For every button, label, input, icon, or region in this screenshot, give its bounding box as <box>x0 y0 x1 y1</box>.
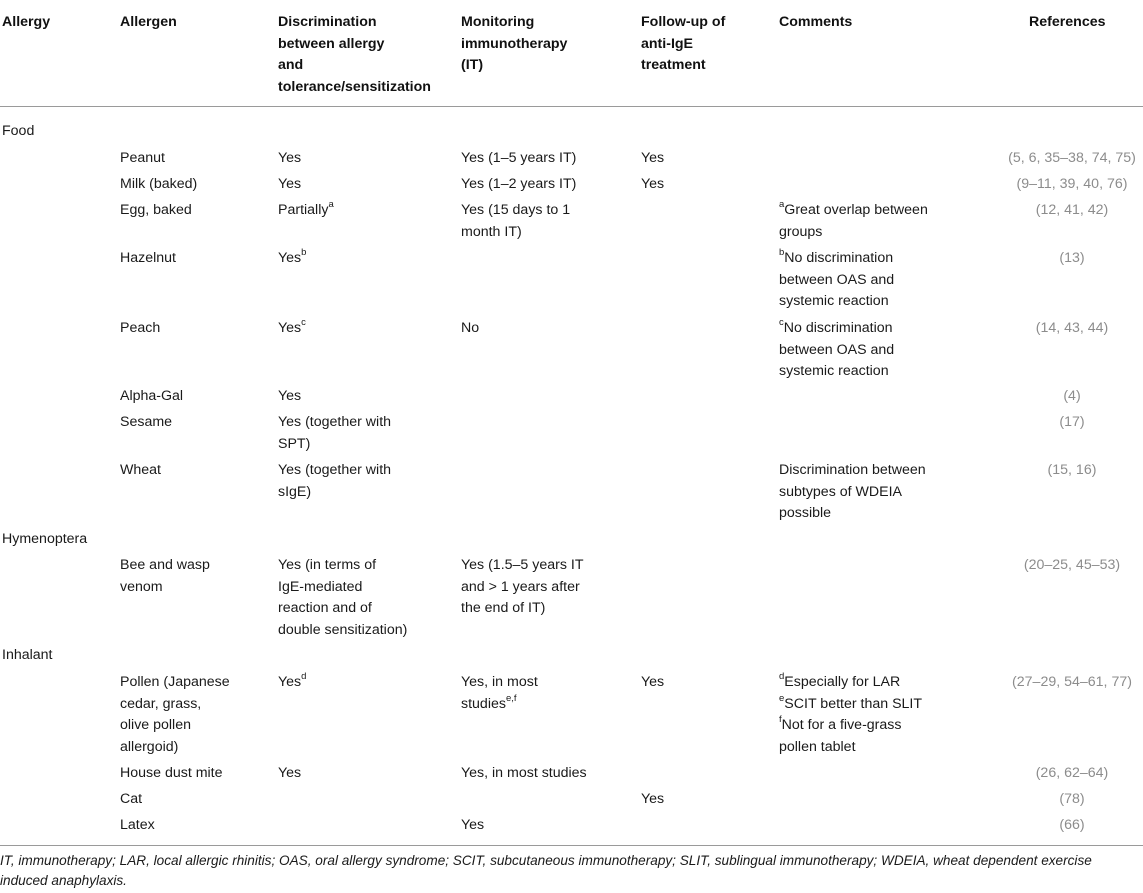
comment-cell <box>779 460 926 482</box>
discrimination-text: sIgE) <box>278 483 312 500</box>
discrimination-cell <box>278 555 376 577</box>
footnote-marker: a <box>779 199 785 211</box>
discrimination-text: reaction and of <box>278 600 372 616</box>
discrimination-text: Yes <box>278 150 302 166</box>
group-label: Food <box>2 123 35 139</box>
group-label: Hymenoptera <box>2 531 88 547</box>
comment-text: systemic reaction <box>779 363 889 379</box>
allergen-cell: Egg, baked <box>120 202 192 218</box>
allergen-cell: Alpha-Gal <box>120 388 184 404</box>
reference-cell: (13) <box>1059 250 1085 266</box>
comment-text: groups <box>779 223 823 240</box>
reference-cell: (26, 62–64) <box>1035 765 1109 781</box>
group-label: Inhalant <box>2 647 53 663</box>
comment-cell <box>779 248 893 270</box>
comment-cell <box>779 270 894 292</box>
allergen-cell: venom <box>120 578 163 595</box>
allergen-cell: House dust mite <box>120 765 223 781</box>
discrimination-cell <box>278 434 310 456</box>
comment-text: Discrimination between <box>779 462 926 478</box>
discrimination-cell <box>278 412 391 434</box>
allergen-cell: Sesame <box>120 414 173 430</box>
comment-text: between OAS and <box>779 271 895 288</box>
footnote-marker: c <box>301 317 306 329</box>
discrimination-text: Yes <box>278 320 302 336</box>
discrimination-cell <box>278 386 301 408</box>
comment-text: Great overlap between <box>784 202 928 218</box>
monitoring-cell: and > 1 years after <box>461 578 580 595</box>
discrimination-text: double sensitization) <box>278 621 408 638</box>
discrimination-text: Yes (in terms of <box>278 557 377 573</box>
footnote-marker: b <box>301 247 307 259</box>
discrimination-text: Yes <box>278 765 302 781</box>
footnote-marker: a <box>328 199 334 211</box>
reference-cell: (12, 41, 42) <box>1035 202 1109 218</box>
discrimination-cell <box>278 482 311 504</box>
comment-text: No discrimination <box>784 250 894 266</box>
monitoring-cell: No <box>461 320 480 336</box>
footnote-marker: b <box>779 247 785 259</box>
discrimination-cell <box>278 318 306 340</box>
comment-cell <box>779 222 822 244</box>
discrimination-cell <box>278 620 407 642</box>
comment-text: SCIT better than SLIT <box>784 695 923 712</box>
reference-cell: (66) <box>1059 817 1085 833</box>
discrimination-cell <box>278 200 334 222</box>
monitoring-text: studies <box>461 695 506 712</box>
footnote-marker: d <box>779 671 785 683</box>
header-monitoring: Monitoring immunotherapy (IT) <box>461 14 568 73</box>
monitoring-cell: Yes (1–5 years IT) <box>461 150 577 166</box>
header-allergen: Allergen <box>120 14 177 30</box>
reference-cell: (17) <box>1059 414 1085 430</box>
comment-text: pollen tablet <box>779 738 856 755</box>
reference-cell: (78) <box>1059 791 1085 807</box>
comment-cell <box>779 291 889 313</box>
monitoring-cell: Yes (15 days to 1 <box>461 202 571 218</box>
reference-cell: (4) <box>1063 388 1081 404</box>
discrimination-text: SPT) <box>278 435 311 452</box>
monitoring-cell: Yes (1.5–5 years IT <box>461 557 584 573</box>
allergen-cell: Cat <box>120 791 143 807</box>
monitoring-cell: Yes (1–2 years IT) <box>461 176 577 192</box>
footnote-marker: f <box>779 714 782 726</box>
comment-cell <box>779 340 894 362</box>
discrimination-cell <box>278 577 362 599</box>
footnote-marker: c <box>779 317 784 329</box>
table-footnote: IT, immunotherapy; LAR, local allergic rhinitis; OAS, oral allergy syndrome; SCIT, subcutaneous immunotherapy; SLIT, sublingual immunotherapy; WDEIA, wheat dependent exercise induced anaphylaxis. <box>0 853 1092 888</box>
comment-text: systemic reaction <box>779 293 889 309</box>
comment-cell <box>779 737 856 759</box>
comment-text: between OAS and <box>779 341 895 358</box>
comment-cell <box>779 200 928 222</box>
discrimination-cell <box>278 174 301 196</box>
allergen-cell: Latex <box>120 817 155 833</box>
followup-cell: Yes <box>641 176 665 192</box>
header-discrimination: Discrimination between allergy and tolerance/sensitization <box>278 14 431 95</box>
discrimination-cell <box>278 248 306 270</box>
footnote-marker: e,f <box>505 692 517 704</box>
followup-cell: Yes <box>641 791 665 807</box>
discrimination-text: Yes (together with <box>278 414 392 430</box>
allergen-cell: olive pollen <box>120 717 191 733</box>
header-references: References <box>1029 14 1106 30</box>
allergen-cell: cedar, grass, <box>120 695 202 712</box>
monitoring-cell: Yes, in most studies <box>461 765 587 781</box>
discrimination-text: Yes (together with <box>278 462 392 478</box>
discrimination-text: IgE-mediated <box>278 578 363 595</box>
reference-cell: (5, 6, 35–38, 74, 75) <box>1008 150 1136 166</box>
allergen-cell: Milk (baked) <box>120 176 198 192</box>
followup-cell: Yes <box>641 674 665 690</box>
allergen-cell: Bee and wasp <box>120 557 210 573</box>
monitoring-cell: the end of IT) <box>461 600 546 616</box>
header-allergy: Allergy <box>2 14 51 30</box>
discrimination-text: Yes <box>278 176 302 192</box>
comment-text: subtypes of WDEIA <box>779 483 903 500</box>
discrimination-cell <box>278 598 372 620</box>
comment-cell <box>779 503 831 525</box>
discrimination-cell <box>278 672 306 694</box>
reference-cell: (27–29, 54–61, 77) <box>1012 674 1132 690</box>
followup-cell: Yes <box>641 150 665 166</box>
monitoring-cell: month IT) <box>461 223 522 240</box>
reference-cell: (20–25, 45–53) <box>1023 557 1121 573</box>
allergen-cell: allergoid) <box>120 738 179 755</box>
allergen-cell: Peanut <box>120 150 165 166</box>
allergen-cell: Peach <box>120 320 161 336</box>
discrimination-cell <box>278 460 391 482</box>
footnote-marker: d <box>301 671 307 683</box>
comment-text: Not for a five-grass <box>781 717 902 733</box>
comment-text: Especially for LAR <box>784 674 901 690</box>
footer-divider <box>0 845 1143 846</box>
allergen-cell: Hazelnut <box>120 250 176 266</box>
reference-cell: (15, 16) <box>1047 462 1097 478</box>
discrimination-text: Yes <box>278 674 302 690</box>
reference-cell: (9–11, 39, 40, 76) <box>1016 176 1128 192</box>
discrimination-cell <box>278 763 301 785</box>
header-comments: Comments <box>779 14 853 30</box>
monitoring-cell: Yes, in most <box>461 674 538 690</box>
monitoring-cell: Yes <box>461 817 485 833</box>
comment-cell <box>779 672 900 694</box>
footnote-marker: e <box>779 692 785 704</box>
monitoring-cell <box>461 694 517 716</box>
discrimination-text: Partially <box>278 202 329 218</box>
comment-cell <box>779 482 902 504</box>
comment-text: No discrimination <box>783 320 893 336</box>
discrimination-cell <box>278 148 301 170</box>
comment-text: possible <box>779 505 832 521</box>
allergen-cell: Wheat <box>120 462 162 478</box>
discrimination-text: Yes <box>278 250 302 266</box>
comment-cell <box>779 318 893 340</box>
header-divider <box>0 106 1143 107</box>
header-followup: Follow-up of anti-IgE treatment <box>641 14 726 73</box>
discrimination-text: Yes <box>278 388 302 404</box>
comment-cell <box>779 715 902 737</box>
comment-cell <box>779 694 922 716</box>
allergen-cell: Pollen (Japanese <box>120 674 230 690</box>
comment-cell <box>779 361 889 383</box>
reference-cell: (14, 43, 44) <box>1035 320 1109 336</box>
